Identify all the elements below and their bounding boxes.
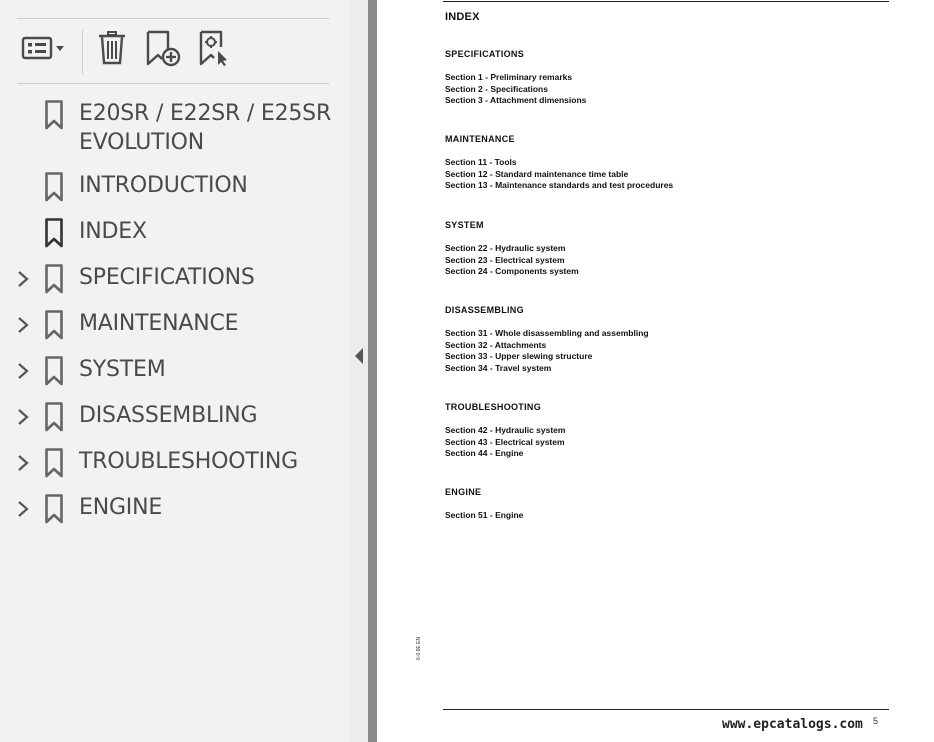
toolbar-bottom-divider <box>17 83 329 84</box>
page-title: INDEX <box>445 11 480 23</box>
bookmark-item-troubleshooting[interactable] <box>0 444 349 484</box>
section-heading: ENGINE <box>445 487 482 497</box>
delete-bookmark-button[interactable] <box>94 30 130 70</box>
section-heading: MAINTENANCE <box>445 134 515 144</box>
section-entry: Section 31 - Whole disassembling and assembling <box>445 328 649 338</box>
bookmark-icon <box>44 310 64 340</box>
options-button[interactable] <box>20 30 68 70</box>
section-entry: Section 32 - Attachments <box>445 339 547 350</box>
bookmark-icon <box>44 448 64 478</box>
bookmark-icon <box>44 356 64 386</box>
bookmark-item-disassembling[interactable] <box>0 398 349 438</box>
page-shadow <box>368 0 377 742</box>
section-entry: Section 3 - Attachment dimensions <box>445 95 587 105</box>
section-entry: Section 23 - Electrical system <box>445 254 565 265</box>
section-heading: SPECIFICATIONS <box>445 49 525 59</box>
page-bottom-rule <box>443 709 889 710</box>
chevron-right-icon[interactable] <box>14 452 32 474</box>
bookmark-icon <box>44 218 64 248</box>
chevron-right-icon[interactable] <box>14 498 32 520</box>
bookmark-label: SYSTEM <box>79 357 166 382</box>
bookmark-icon <box>44 100 64 130</box>
bookmark-item-maintenance[interactable] <box>0 306 349 346</box>
options-list-icon <box>21 34 67 67</box>
page-top-rule <box>443 1 889 2</box>
bookmark-item-engine[interactable] <box>0 490 349 530</box>
chevron-right-icon[interactable] <box>14 360 32 382</box>
bookmarks-panel <box>0 0 349 742</box>
bookmark-icon <box>44 494 64 524</box>
bookmark-item-introduction[interactable] <box>0 168 349 208</box>
chevron-right-icon[interactable] <box>14 268 32 290</box>
bookmark-item-specifications[interactable] <box>0 260 349 300</box>
toolbar-separator <box>82 30 83 74</box>
section-heading: SYSTEM <box>445 220 484 230</box>
bookmark-label: MAINTENANCE <box>79 311 239 336</box>
footer-url[interactable]: www.epcatalogs.com <box>722 717 863 732</box>
bookmark-item-e20sr-e22sr-e25sr-evolution[interactable] <box>0 96 349 155</box>
section-entry: Section 22 - Hydraulic system <box>445 243 566 253</box>
find-current-bookmark-button[interactable] <box>196 30 234 70</box>
bookmark-label: INDEX <box>79 219 147 244</box>
section-heading: TROUBLESHOOTING <box>445 402 541 412</box>
panel-splitter[interactable] <box>349 0 368 742</box>
section-entry: Section 43 - Electrical system <box>445 436 565 447</box>
page-number: 5 <box>873 716 879 726</box>
margin-code: 6-0 6E EN <box>416 636 422 660</box>
bookmark-label: DISASSEMBLING <box>79 403 258 428</box>
chevron-right-icon[interactable] <box>14 314 32 336</box>
bookmark-item-system[interactable] <box>0 352 349 392</box>
section-entry: Section 12 - Standard maintenance time table <box>445 168 629 179</box>
new-bookmark-button[interactable] <box>144 30 182 70</box>
chevron-right-icon[interactable] <box>14 406 32 428</box>
toolbar-top-divider <box>17 18 329 19</box>
bookmark-label: TROUBLESHOOTING <box>79 449 298 474</box>
bookmark-label: E20SR / E22SR / E25SR EVOLUTION <box>79 101 332 155</box>
section-entry: Section 34 - Travel system <box>445 362 552 373</box>
bookmark-icon <box>44 172 64 202</box>
trash-icon <box>96 30 128 71</box>
section-entry: Section 2 - Specifications <box>445 83 548 94</box>
section-entry: Section 44 - Engine <box>445 448 524 458</box>
bookmark-item-index[interactable] <box>0 214 349 254</box>
collapse-panel-icon[interactable] <box>354 346 364 366</box>
bookmark-label: SPECIFICATIONS <box>79 265 255 290</box>
find-current-bookmark-icon <box>196 29 234 72</box>
bookmark-icon <box>44 264 64 294</box>
section-entry: Section 42 - Hydraulic system <box>445 425 566 435</box>
bookmark-label: INTRODUCTION <box>79 173 248 198</box>
section-entry: Section 11 - Tools <box>445 157 517 167</box>
bookmark-label: ENGINE <box>79 495 163 520</box>
new-bookmark-icon <box>144 29 182 72</box>
section-entry: Section 13 - Maintenance standards and test procedures <box>445 180 674 190</box>
section-entry: Section 24 - Components system <box>445 266 579 276</box>
bookmark-icon <box>44 402 64 432</box>
section-entry: Section 51 - Engine <box>445 510 524 520</box>
section-entry: Section 33 - Upper slewing structure <box>445 351 593 361</box>
section-entry: Section 1 - Preliminary remarks <box>445 72 573 82</box>
section-heading: DISASSEMBLING <box>445 305 524 315</box>
